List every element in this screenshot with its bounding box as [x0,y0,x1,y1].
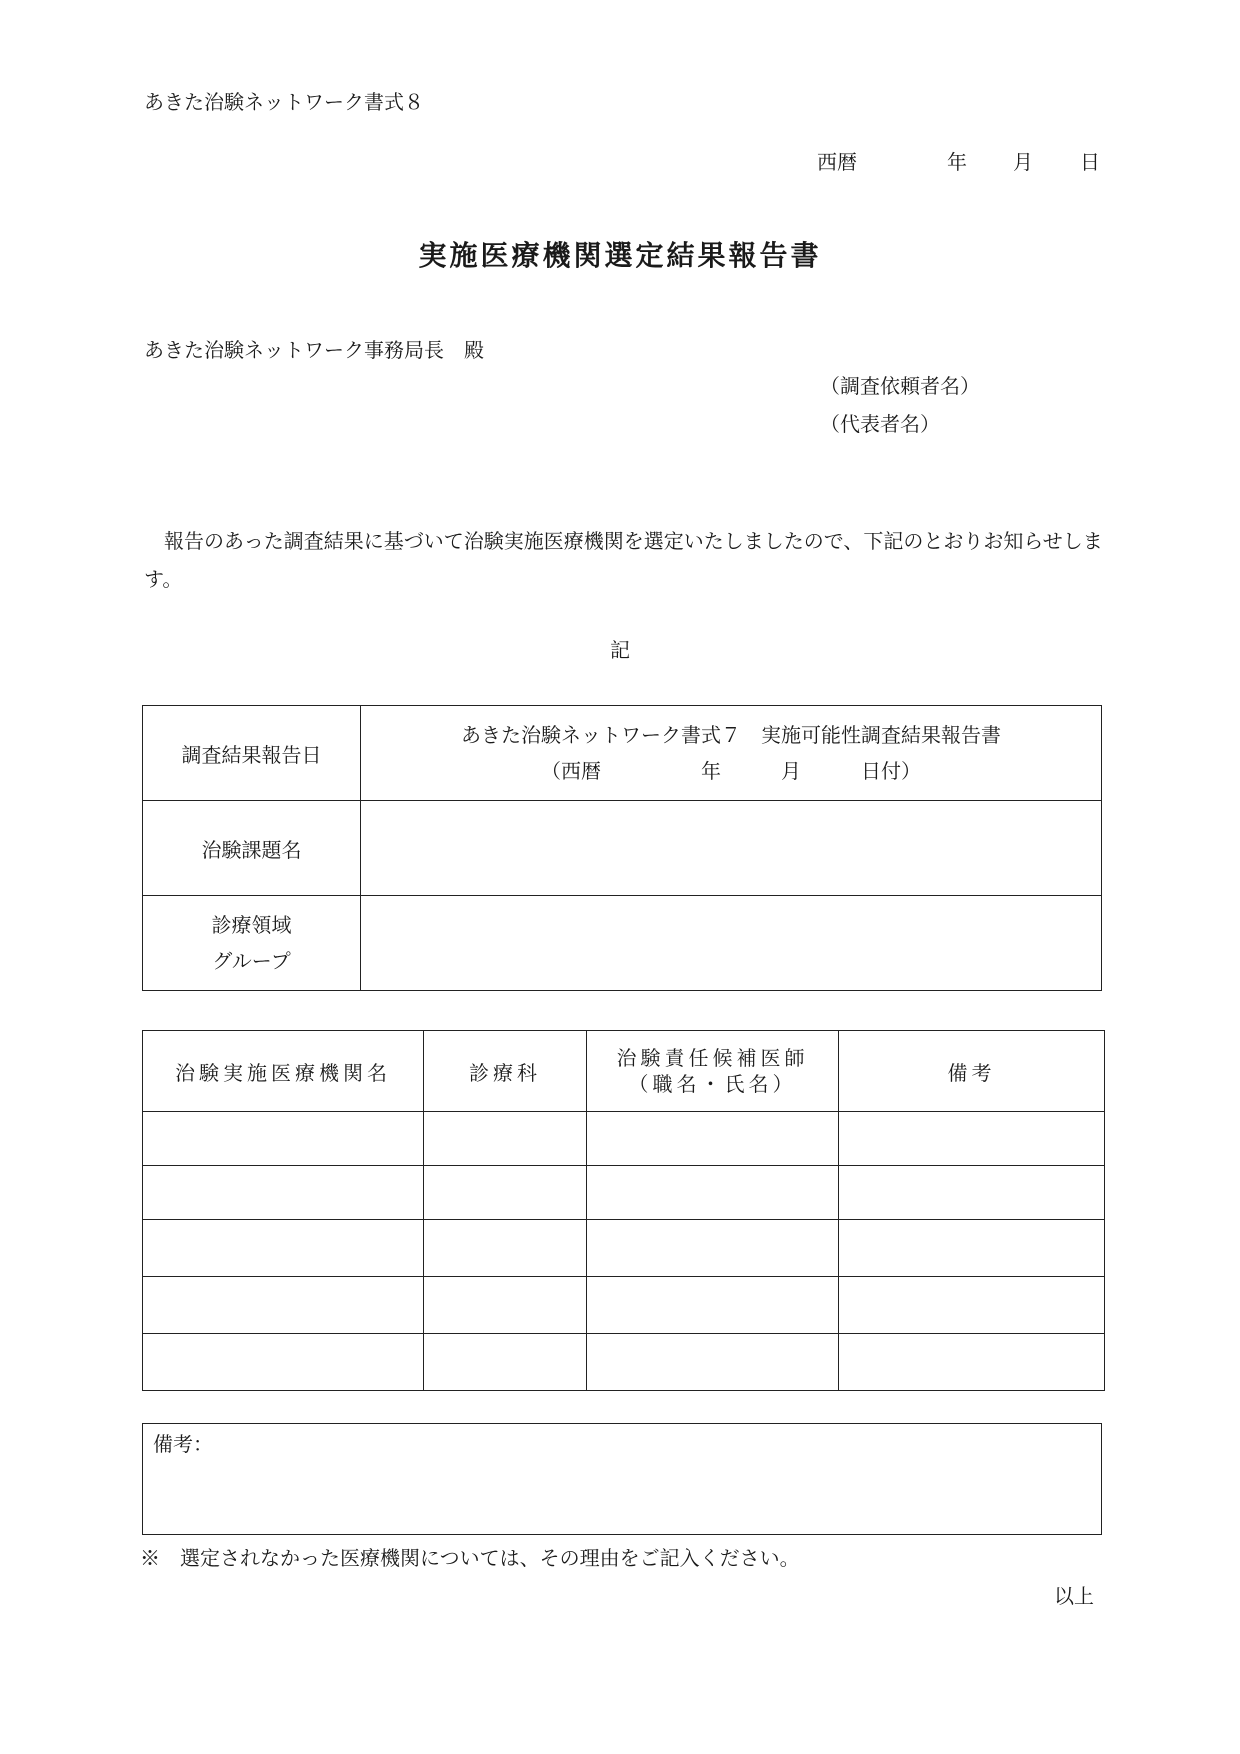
department-cell[interactable] [424,1112,587,1166]
area-group-row [143,896,1102,991]
department-cell[interactable] [424,1220,587,1277]
institution-cell[interactable] [143,1334,424,1391]
investigator-cell[interactable] [587,1166,839,1220]
ki-marker: 記 [610,638,630,662]
institution-header-row [143,1031,1105,1112]
remarks-cell[interactable] [839,1112,1105,1166]
header-department: 診療科 [424,1031,587,1112]
area-group-value[interactable] [361,896,1102,991]
institution-table [142,1030,1105,1391]
remarks-box[interactable] [142,1423,1102,1535]
department-cell[interactable] [424,1334,587,1391]
institution-cell[interactable] [143,1166,424,1220]
date-year: 年 [947,150,967,174]
remarks-cell[interactable] [839,1334,1105,1391]
table-row [143,1166,1105,1220]
header-remarks: 備考 [839,1031,1105,1112]
table-row [143,1112,1105,1166]
info-table [142,705,1102,991]
representative-name: （代表者名） [820,412,940,436]
institution-cell[interactable] [143,1220,424,1277]
report-date-value [361,706,1102,801]
remarks-label: 備考： [153,1432,213,1456]
header-investigator-line2: （職名・氏名） [628,1072,797,1096]
document-title: 実施医療機関選定結果報告書 [418,239,822,272]
department-cell[interactable] [424,1166,587,1220]
table-row [143,1220,1105,1277]
addressee: あきた治験ネットワーク事務局長 殿 [144,338,484,362]
trial-title-value[interactable] [361,801,1102,896]
header-institution: 治験実施医療機関名 [143,1031,424,1112]
area-group-label-line1: 診療領域 [211,913,292,937]
date-month: 月 [1013,150,1033,174]
investigator-cell[interactable] [587,1112,839,1166]
report-date-label: 調査結果報告日 [143,706,361,801]
area-group-label [143,896,361,991]
date-day: 日 [1080,150,1100,174]
body-text: 報告のあった調査結果に基づいて治験実施医療機関を選定いたしましたので、下記のとおりお知らせします。 [144,529,1103,591]
end-mark: 以上 [1054,1584,1094,1608]
department-cell[interactable] [424,1277,587,1334]
investigator-cell[interactable] [587,1277,839,1334]
report-date-value-line1: あきた治験ネットワーク書式７ 実施可能性調査結果報告書 [461,723,1001,747]
form-number: あきた治験ネットワーク書式８ [144,90,424,114]
report-date-row [143,706,1102,801]
table-row [143,1334,1105,1391]
trial-title-label: 治験課題名 [143,801,361,896]
remarks-cell[interactable] [839,1277,1105,1334]
institution-cell[interactable] [143,1112,424,1166]
requester-name: （調査依頼者名） [820,374,980,398]
header-investigator [587,1031,839,1112]
area-group-label-line2: グループ [212,949,291,973]
investigator-cell[interactable] [587,1334,839,1391]
date-line [817,148,1105,176]
remarks-cell[interactable] [839,1166,1105,1220]
remarks-cell[interactable] [839,1220,1105,1277]
institution-cell[interactable] [143,1277,424,1334]
trial-title-row [143,801,1102,896]
investigator-cell[interactable] [587,1220,839,1277]
header-investigator-line1: 治験責任候補医師 [616,1046,809,1070]
table-row [143,1277,1105,1334]
date-era: 西暦 [817,150,857,174]
report-date-value-line2: （西暦 年 月 日付） [541,759,921,783]
footnote: ※ 選定されなかった医療機関については、その理由をご記入ください。 [140,1546,800,1570]
